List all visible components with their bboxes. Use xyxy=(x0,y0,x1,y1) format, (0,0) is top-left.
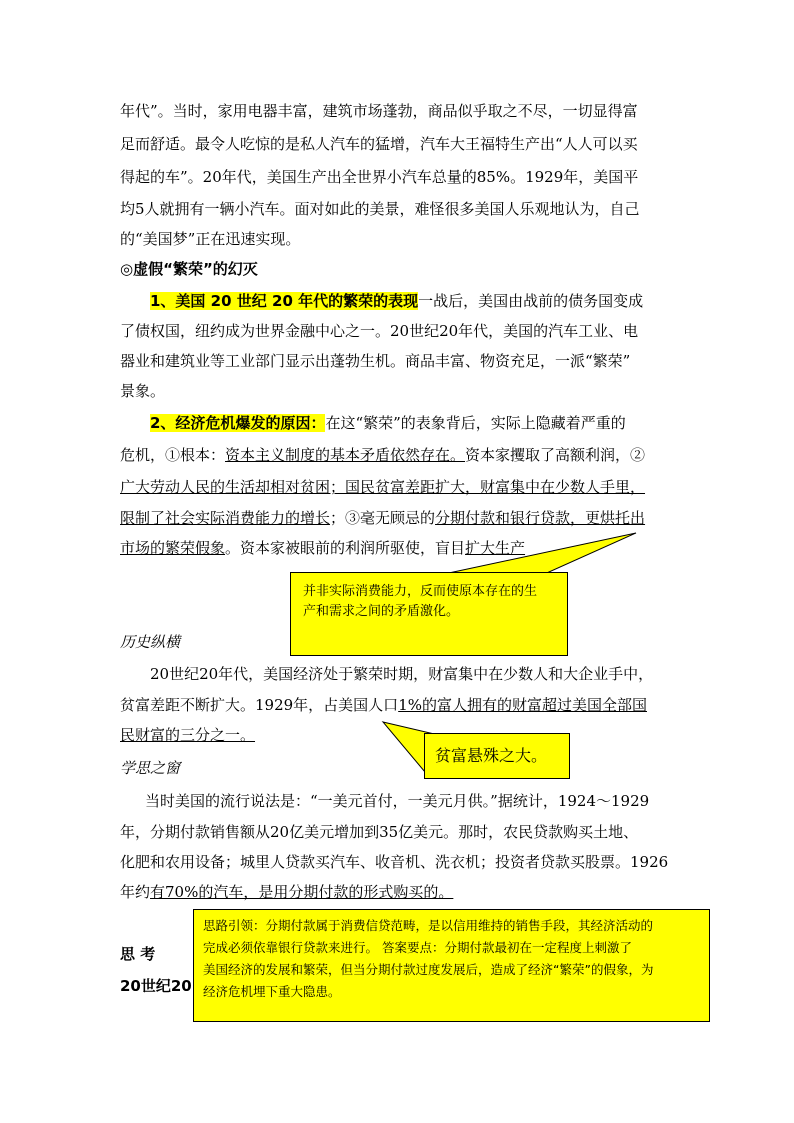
point1-line-2: 了债权国，纽约成为世界金融中心之一。20世纪20年代，美国的汽车工业、电 xyxy=(120,322,639,340)
point2-line-5: 市场的繁荣假象。资本家被眼前的利润所驱使，盲目扩大生产 xyxy=(120,539,526,557)
para1-line-3: 得起的车”。20年代，美国生产出全世界小汽车总量的85%。1929年，美国平 xyxy=(120,168,639,186)
callout-2: 贫富悬殊之大。 xyxy=(424,733,570,779)
callout-3: 思路引领：分期付款属于消费信贷范畴，是以信用维持的销售手段，其经济活动的 完成必须依靠银行贷款来进行。 答案要点：分期付款最初在一定程度上刺激了 美国经济的发展和繁荣，但当分期付款过度发展后，造成了经济“繁荣”的假象，为 经济危机埋下重大隐患。 xyxy=(193,909,710,1022)
para1-line-5: 的“美国梦”正在迅速实现。 xyxy=(120,230,301,248)
think-title: 思 考 xyxy=(120,945,156,963)
window-title: 学思之窗 xyxy=(120,759,181,777)
think-line: 20世纪20 xyxy=(120,977,192,995)
point2-heading: 2、经济危机爆发的原因： xyxy=(150,414,326,432)
history-line-1: 20世纪20年代，美国经济处于繁荣时期，财富集中在少数人和大企业手中， xyxy=(150,665,654,683)
window-line-2: 年，分期付款销售额从20亿美元增加到35亿美元。那时，农民贷款购买土地、 xyxy=(120,823,639,841)
history-title: 历史纵横 xyxy=(120,633,181,651)
point1-line-3: 器业和建筑业等工业部门显示出蓬勃生机。商品丰富、物资充足，一派“繁荣” xyxy=(120,352,631,370)
history-line-2: 贫富差距不断扩大。1929年，占美国人口1%的富人拥有的财富超过美国全部国 xyxy=(120,696,647,714)
para1-line-1: 年代”。当时，家用电器丰富，建筑市场蓬勃，商品似乎取之不尽，一切显得富 xyxy=(120,102,638,120)
window-line-4: 年约有70%的汽车，是用分期付款的形式购买的。 xyxy=(120,883,454,901)
point2-line-3: 广大劳动人民的生活却相对贫困；国民贫富差距扩大，财富集中在少数人手里， xyxy=(120,478,646,496)
window-line-3: 化肥和农用设备；城里人贷款买汽车、收音机、洗衣机；投资者贷款买股票。1926 xyxy=(120,853,669,871)
window-line-1: 当时美国的流行说法是：“一美元首付，一美元月供。”据统计，1924～1929 xyxy=(145,792,650,810)
point1-text: 一战后，美国由战前的债务国变成 xyxy=(418,292,644,310)
point2-text: 在这“繁荣”的表象背后，实际上隐藏着严重的 xyxy=(325,414,626,432)
point2-line-4: 限制了社会实际消费能力的增长；③毫无顾忌的分期付款和银行贷款，更烘托出 xyxy=(120,509,646,527)
point1-heading: 1、美国 20 世纪 20 年代的繁荣的表现 xyxy=(150,292,419,310)
history-line-3: 民财富的三分之一。 xyxy=(120,726,256,744)
section-title: ◎虚假“繁荣”的幻灭 xyxy=(120,260,258,278)
callout-1: 并非实际消费能力，反而使原本存在的生 产和需求之间的矛盾激化。 xyxy=(290,572,568,656)
para1-line-2: 足而舒适。最令人吃惊的是私人汽车的猛增，汽车大王福特生产出“人人可以买 xyxy=(120,135,638,153)
para1-line-4: 均5人就拥有一辆小汽车。面对如此的美景，难怪很多美国人乐观地认为，自己 xyxy=(120,200,640,218)
point1-line-4: 景象。 xyxy=(120,382,166,400)
point2-line-2: 危机，①根本：资本主义制度的基本矛盾依然存在。资本家攫取了高额利润，② xyxy=(120,446,646,464)
